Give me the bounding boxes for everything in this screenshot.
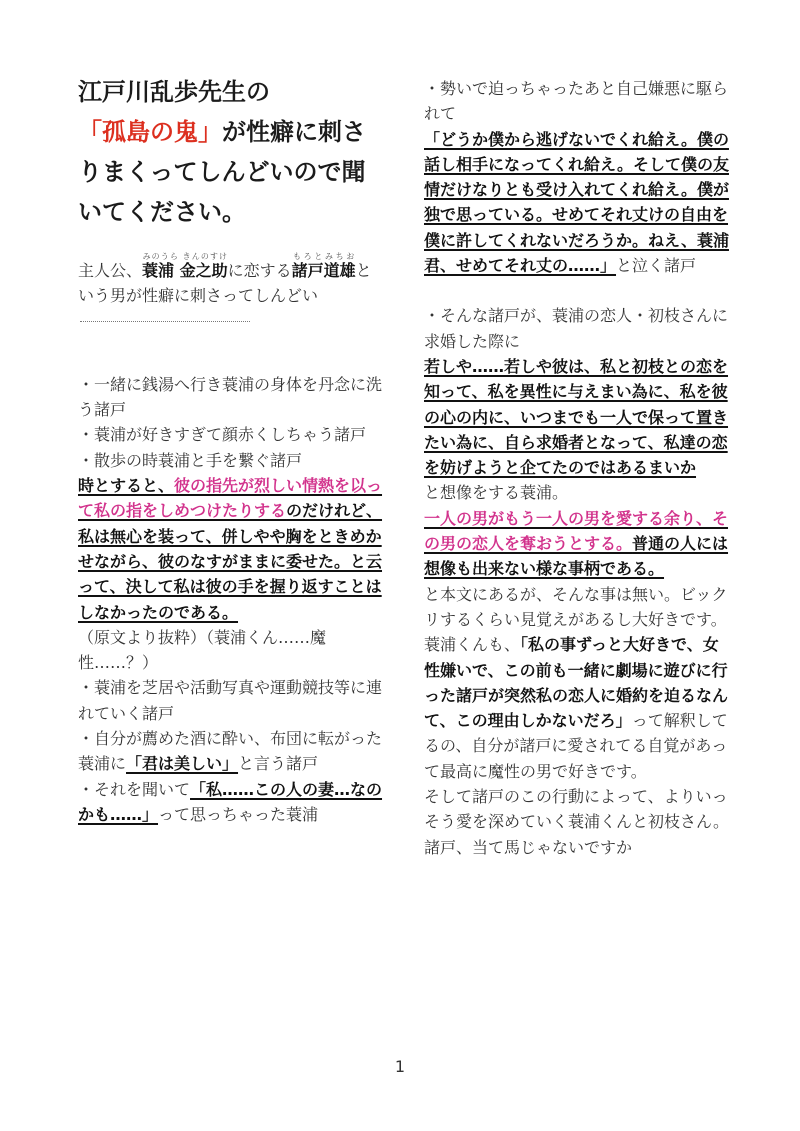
list-item: ・勢いで迫っちゃったあと自己嫌悪に駆られて — [424, 79, 729, 124]
title-pre: 江戸川乱歩先生の — [78, 78, 270, 106]
list-item: ・蓑浦が好きすぎて顔赤くしちゃう諸戸 — [78, 425, 367, 445]
name-minoura: 蓑浦 金之助みのうら きんのすけ — [142, 252, 228, 280]
page-title — [78, 72, 378, 232]
left-column — [78, 252, 383, 827]
name-michio: 道雄みちお — [323, 252, 356, 280]
body-text: と本文にあるが、そんな事は無い。ビックリするくらい見覚えがあるし大好きです。蓑浦くんも、「私の事ずっと大好きで、女性嫌いで、この前も一緒に劇場に遊びに行った諸戸が突然私の恋人に婚約を迫るなんて、この理由しかないだろ」って解釈してるの、自分が諸戸に愛されてる自覚があって最高に魔性の男で好きです。 — [424, 584, 729, 781]
source-note: （原文より抜粋）（蓑浦くん……魔性……？） — [78, 627, 327, 673]
quote-inline: 「私……この人の妻…なのかも……」 — [78, 779, 383, 824]
quote-block: 「どうか僕から逃げないでくれ給え。僕の話し相手になってくれ給え。そして僕の友情だけなりとも受け入れてくれ給え。僕が独で思っている。せめてそれ丈けの自由を僕に許してくれないだろうか。ねえ、蓑浦君、せめてそれ丈の……」と泣く諸戸 — [424, 129, 729, 276]
quote-block: 一人の男がもう一人の男を愛する余り、その男の恋人を奪おうとする。普通の人には想像も出来ない様な事柄である。 — [424, 508, 729, 579]
list-item: ・散歩の時蓑浦と手を繋ぐ諸戸 — [78, 450, 303, 470]
list-item: ・一緒に銭湯へ行き蓑浦の身体を丹念に洗う諸戸 — [78, 374, 383, 420]
page-number: 1 — [394, 1057, 406, 1076]
body-text: と想像をする蓑浦。 — [424, 483, 569, 503]
highlight-quote: 彼の指先が烈しい情熱を以って私の指をしめつけたりする — [78, 476, 383, 521]
right-column — [424, 76, 729, 860]
intro-paragraph: 主人公、蓑浦 金之助みのうら きんのすけに恋する諸戸もろと道雄みちおという男が性癖に刺さってしんどい — [78, 252, 383, 334]
title-book-name: 「孤島の鬼」 — [78, 118, 222, 146]
dotted-leader — [80, 320, 250, 322]
highlight-quote: 一人の男がもう一人の男を愛する余り、その男の恋人を奪おうとする。 — [424, 508, 729, 554]
quote-inline: 「君は美しい」 — [126, 754, 239, 774]
quote-block: 若しや……若しや彼は、私と初枝との恋を知って、私を異性に与えまい為に、私を彼の心の内に、いつまでも一人で保って置きたい為に、自ら求婚者となって、私達の恋を妨げようと企てたのではあるまいか — [424, 356, 729, 478]
quote-inline: 「私の事ずっと大好きで、女性嫌いで、この前も一緒に劇場に遊びに行った諸戸が突然私の恋人に婚約を迫るなんて、この理由しかないだろ」 — [424, 635, 729, 731]
list-item: ・自分が薦めた酒に酔い、布団に転がった蓑浦に「君は美しい」と言う諸戸 — [78, 729, 383, 774]
list-item: ・そんな諸戸が、蓑浦の恋人・初枝さんに求婚した際に — [424, 306, 729, 351]
list-item: ・蓑浦を芝居や活動写真や運動競技等に連れていく諸戸 — [78, 678, 383, 723]
body-text: そして諸戸のこの行動によって、よりいっそう愛を深めていく蓑浦くんと初枝さん。諸戸、当て馬じゃないですか — [424, 787, 729, 857]
name-moroto: 諸戸もろと — [291, 252, 324, 280]
title-post: が性癖に刺さりまくってしんどいので聞いてください。 — [78, 118, 366, 226]
quote-block: 時とすると、彼の指先が烈しい情熱を以って私の指をしめつけたりするのだけれど、私は無心を装って、併しやや胸をときめかせながら、彼のなすがままに委せた。と云って、決して私は彼の手を握り返すことはしなかったのである。 — [78, 476, 383, 622]
list-item: ・それを聞いて「私……この人の妻…なのかも……」って思っちゃった蓑浦 — [78, 779, 383, 824]
